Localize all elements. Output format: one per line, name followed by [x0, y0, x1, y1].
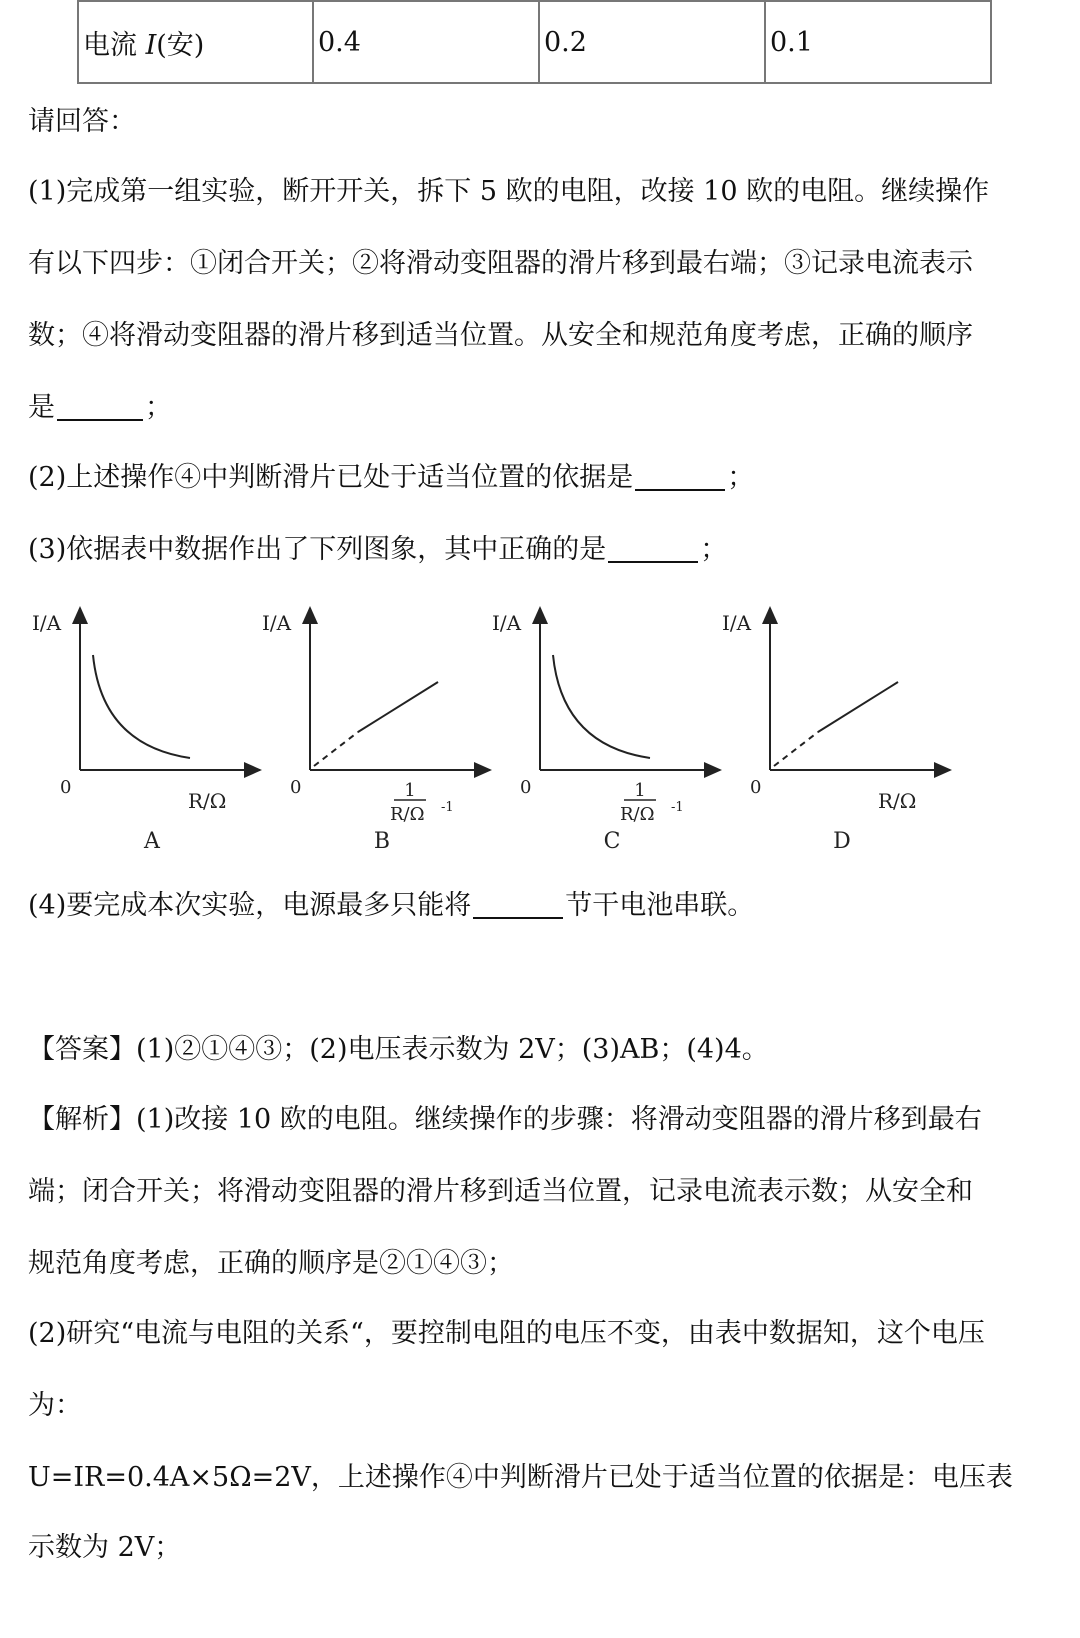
linear-line	[358, 682, 438, 732]
q1-line-1: (1)完成第一组实验，断开开关，拆下 5 欧的电阻，改接 10 欧的电阻。继续操作	[28, 176, 990, 207]
graph-letter: C	[603, 829, 621, 854]
graph-c	[492, 608, 720, 854]
analysis-line-7: 示数为 2V；	[28, 1532, 182, 1563]
analysis-line-2: 端；闭合开关；将滑动变阻器的滑片移到适当位置，记录电流表示数；从安全和	[28, 1176, 973, 1207]
y-axis-label: I/A	[492, 611, 522, 635]
q2-text: (2)上述操作④中判断滑片已处于适当位置的依据是	[28, 462, 634, 493]
table-cell: 0.1	[765, 1, 991, 83]
origin-label: 0	[750, 777, 762, 798]
x-axis-exponent: -1	[671, 800, 684, 815]
x-axis-exponent: -1	[441, 800, 454, 815]
x-axis-numerator: 1	[404, 780, 416, 801]
dashed-extension	[314, 732, 358, 766]
analysis-line-6: U=IR=0.4A×5Ω=2V，上述操作④中判断滑片已处于适当位置的依据是：电压表	[28, 1462, 1013, 1493]
origin-label: 0	[520, 777, 532, 798]
q1-prefix: 是	[28, 392, 55, 423]
analysis-line-5: 为：	[28, 1390, 82, 1421]
table-cell: 0.4	[313, 1, 539, 83]
inverse-curve	[93, 655, 190, 758]
analysis-line-3: 规范角度考虑，正确的顺序是②①④③；	[28, 1248, 514, 1279]
origin-label: 0	[60, 777, 72, 798]
q1-line-4	[28, 394, 172, 421]
y-axis-label: I/A	[722, 611, 752, 635]
q4-text: (4)要完成本次实验，电源最多只能将	[28, 890, 472, 921]
q3-text: (3)依据表中数据作出了下列图象，其中正确的是	[28, 534, 607, 565]
answer-line: 【答案】(1)②①④③；(2)电压表示数为 2V；(3)AB；(4)4。	[28, 1034, 769, 1065]
inverse-curve	[553, 655, 650, 758]
table-cell-label: 电流 I(安)	[78, 1, 313, 83]
dashed-extension	[774, 732, 818, 766]
y-axis-label: I/A	[262, 611, 292, 635]
q2-suffix: ；	[727, 462, 755, 493]
q4-line	[28, 892, 754, 919]
q1-suffix: ；	[145, 392, 172, 423]
q1-line-2: 有以下四步：①闭合开关；②将滑动变阻器的滑片移到最右端；③记录电流表示	[28, 248, 973, 279]
origin-label: 0	[290, 777, 302, 798]
graph-letter: D	[833, 829, 851, 854]
analysis-line-4: (2)研究“电流与电阻的关系“，要控制电阻的电压不变，由表中数据知，这个电压	[28, 1318, 985, 1349]
answer-blank	[608, 560, 698, 563]
graph-letter: B	[373, 829, 391, 854]
q3-line	[28, 536, 727, 563]
graph-d	[722, 608, 950, 854]
graph-a	[32, 608, 260, 854]
q3-suffix: ；	[700, 534, 728, 565]
linear-line	[818, 682, 898, 732]
q2-line	[28, 464, 754, 491]
graph-letter: A	[144, 829, 160, 854]
x-axis-label: R/Ω	[188, 789, 227, 813]
answer-blank	[57, 418, 143, 421]
x-axis-label: R/Ω	[878, 789, 917, 813]
graph-b	[262, 608, 490, 854]
x-axis-denominator: R/Ω	[390, 804, 425, 825]
x-axis-numerator: 1	[634, 780, 646, 801]
analysis-line-1: 【解析】(1)改接 10 欧的电阻。继续操作的步骤：将滑动变阻器的滑片移到最右	[28, 1104, 982, 1135]
table-row	[78, 1, 991, 83]
q1-line-3: 数；④将滑动变阻器的滑片移到适当位置。从安全和规范角度考虑，正确的顺序	[28, 320, 973, 351]
x-axis-denominator: R/Ω	[620, 804, 655, 825]
table-cell: 0.2	[539, 1, 765, 83]
answer-blank	[473, 916, 563, 919]
y-axis-label: I/A	[32, 611, 62, 635]
question-intro: 请回答：	[28, 106, 136, 137]
data-table	[77, 0, 992, 84]
q4-suffix: 节干电池串联。	[565, 890, 755, 921]
answer-blank	[635, 488, 725, 491]
graphs-figure	[32, 600, 980, 860]
